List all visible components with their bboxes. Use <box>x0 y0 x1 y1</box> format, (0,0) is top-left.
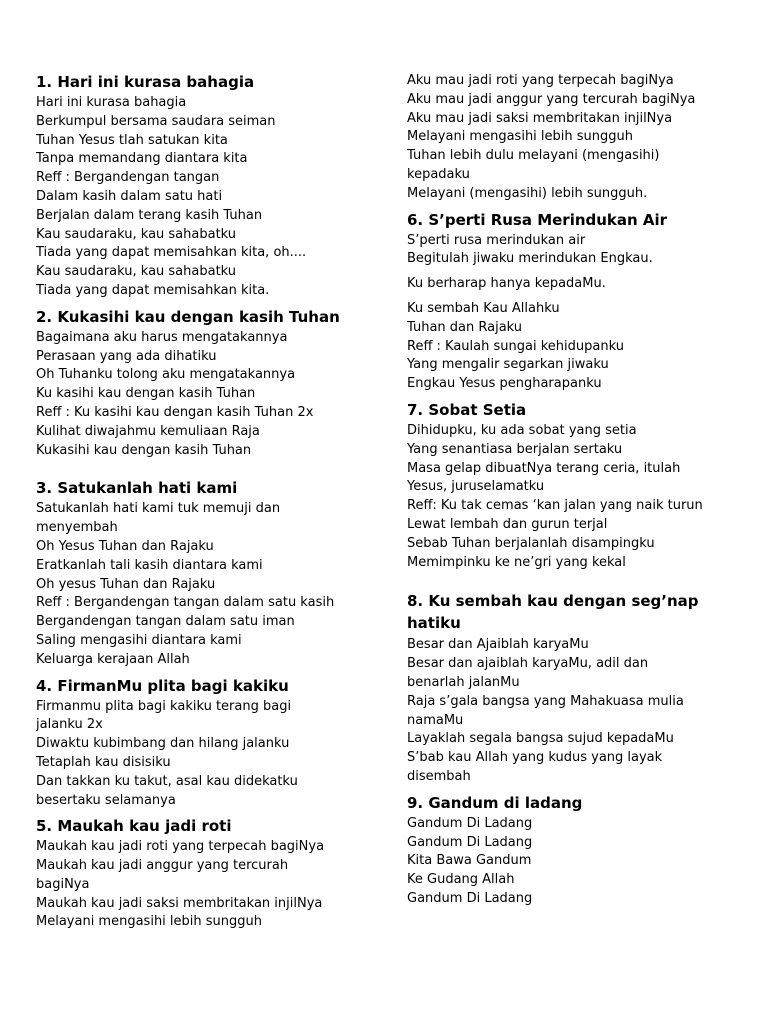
lyric-line: Tanpa memandang diantara kita <box>36 151 248 167</box>
lyric-line: Reff : Bergandengan tangan dalam satu kasih <box>36 595 335 611</box>
lyric-line: kepadaku <box>407 166 470 182</box>
song-title: 4. FirmanMu plita bagi kakiku <box>36 676 289 695</box>
lyric-line: S’bab kau Allah yang kudus yang layak <box>407 750 663 766</box>
lyric-line: Oh yesus Tuhan dan Rajaku <box>36 576 216 592</box>
lyric-line: Hari ini kurasa bahagia <box>36 95 187 110</box>
song-8 <box>407 590 747 786</box>
lyric-line: Raja s’gala bangsa yang Mahakuasa mulia <box>407 693 684 709</box>
lyric-line: Melayani mengasihi lebih sungguh <box>407 129 634 145</box>
lyric-line: Tuhan lebih dulu melayani (mengasihi) <box>407 148 660 164</box>
lyric-line: bagiNya <box>36 876 90 892</box>
right-column <box>407 72 747 909</box>
song-title: 7. Sobat Setia <box>407 400 527 419</box>
lyric-line: benarlah jalanMu <box>407 674 520 690</box>
lyric-line: Yang senantiasa berjalan sertaku <box>407 441 623 457</box>
song-1 <box>36 72 376 301</box>
song-lines <box>407 275 747 294</box>
song-lines <box>407 422 747 572</box>
lyric-line: Reff : Kaulah sungai kehidupanku <box>407 338 624 354</box>
lyric-line: Satukanlah hati kami tuk memuji dan <box>36 501 281 517</box>
lyric-line: Perasaan yang ada dihatiku <box>36 348 217 364</box>
lyric-line: Maukah kau jadi saksi membritakan injilNya <box>36 895 323 911</box>
lyric-line: Kau saudaraku, kau sahabatku <box>36 226 237 242</box>
song-lines <box>407 232 747 270</box>
lyric-line: Yang mengalir segarkan jiwaku <box>407 357 609 373</box>
spacer <box>36 460 376 478</box>
lyric-line: Gandum Di Ladang <box>407 890 533 906</box>
lyric-line: Melayani (mengasihi) lebih sungguh. <box>407 185 648 201</box>
song-lines <box>36 500 376 669</box>
lyric-line: Tetaplah kau disisiku <box>36 754 171 770</box>
song-5 <box>36 816 376 932</box>
lyric-line: Kau saudaraku, kau sahabatku <box>36 264 237 280</box>
lyric-line: Maukah kau jadi anggur yang tercurah <box>36 858 289 874</box>
song-lines <box>36 838 376 932</box>
song-4 <box>36 676 376 811</box>
song-title: 8. Ku sembah kau dengan seg’nap hatiku <box>407 592 699 633</box>
lyric-line: Engkau Yesus pengharapanku <box>407 376 602 392</box>
song-3 <box>36 478 376 669</box>
lyric-line: Bagaimana aku harus mengatakannya <box>36 329 288 345</box>
song-title: 2. Kukasihi kau dengan kasih Tuhan <box>36 307 340 326</box>
lyric-line: Tuhan Yesus tlah satukan kita <box>36 132 228 148</box>
lyric-line: Besar dan ajaiblah karyaMu, adil dan <box>407 656 649 672</box>
song-title: 1. Hari ini kurasa bahagia <box>36 73 255 91</box>
lyric-line: Sebab Tuhan berjalanlah disampingku <box>407 535 655 551</box>
lyric-line: Reff : Ku kasihi kau dengan kasih Tuhan 2x <box>36 404 314 420</box>
lyric-line: Lewat lembah dan gurun terjal <box>407 516 608 532</box>
lyric-line: Ku sembah Kau Allahku <box>407 300 560 316</box>
lyric-line: Eratkanlah tali kasih diantara kami <box>36 557 263 573</box>
lyric-line: Bergandengan tangan dalam satu iman <box>36 614 295 630</box>
song-title: 9. Gandum di ladang <box>407 793 583 812</box>
lyric-line: Ku berharap hanya kepadaMu. <box>407 276 606 292</box>
lyric-line: S’perti rusa merindukan air <box>407 232 586 248</box>
lyric-line: menyembah <box>36 520 118 536</box>
spacer <box>407 572 747 590</box>
lyric-line: Aku mau jadi saksi membritakan injilNya <box>407 110 673 126</box>
lyric-line: Kita Bawa Gandum <box>407 853 532 869</box>
lyric-line: Kulihat diwajahmu kemuliaan Raja <box>36 423 260 439</box>
song-5-continuation <box>407 72 747 204</box>
lyric-line: Memimpinku ke ne’gri yang kekal <box>407 554 626 570</box>
lyric-line: Firmanmu plita bagi kakiku terang bagi <box>36 698 292 714</box>
lyric-line: Tiada yang dapat memisahkan kita, oh.... <box>36 245 307 261</box>
lyric-line: Gandum Di Ladang <box>407 834 533 850</box>
lyric-line: Keluarga kerajaan Allah <box>36 651 190 667</box>
song-lines <box>36 698 376 811</box>
lyric-line: Saling mengasihi diantara kami <box>36 632 242 648</box>
song-title: 5. Maukah kau jadi roti <box>36 817 232 836</box>
song-9 <box>407 793 747 909</box>
song-title: 3. Satukanlah hati kami <box>36 479 238 498</box>
lyric-line: Aku mau jadi roti yang terpecah bagiNya <box>407 73 674 88</box>
lyric-line: Gandum Di Ladang <box>407 815 533 831</box>
lyric-line: Diwaktu kubimbang dan hilang jalanku <box>36 736 290 752</box>
lyric-line: disembah <box>407 768 471 784</box>
song-lines <box>407 815 747 909</box>
lyric-line: Berkumpul bersama saudara seiman <box>36 113 276 129</box>
lyric-line: Ku kasihi kau dengan kasih Tuhan <box>36 386 256 402</box>
song-lines <box>407 636 747 786</box>
song-lines <box>36 94 376 301</box>
lyric-line: Kukasihi kau dengan kasih Tuhan <box>36 442 252 458</box>
lyric-line: jalanku 2x <box>36 717 103 733</box>
lyric-line: Maukah kau jadi roti yang terpecah bagiNya <box>36 839 325 855</box>
lyric-line: Begitulah jiwaku merindukan Engkau. <box>407 251 653 267</box>
left-column <box>36 72 376 932</box>
lyric-line: Dan takkan ku takut, asal kau didekatku <box>36 773 298 789</box>
lyric-line: Berjalan dalam terang kasih Tuhan <box>36 207 263 223</box>
lyric-line: Melayani mengasihi lebih sungguh <box>36 914 263 930</box>
lyric-line: Oh Yesus Tuhan dan Rajaku <box>36 538 214 554</box>
lyric-line: Besar dan Ajaiblah karyaMu <box>407 637 589 653</box>
lyric-line: Tuhan dan Rajaku <box>407 319 523 335</box>
lyric-line: Layaklah segala bangsa sujud kepadaMu <box>407 731 674 747</box>
lyric-line: Dalam kasih dalam satu hati <box>36 188 223 204</box>
lyric-line: Tiada yang dapat memisahkan kita. <box>36 282 270 298</box>
song-2 <box>36 307 376 461</box>
lyric-line: Yesus, juruselamatku <box>407 479 545 495</box>
lyric-line: besertaku selamanya <box>36 792 176 808</box>
lyric-line: Masa gelap dibuatNya terang ceria, itulah <box>407 460 681 476</box>
lyric-line: Aku mau jadi anggur yang tercurah bagiNya <box>407 91 696 107</box>
lyric-line: Oh Tuhanku tolong aku mengatakannya <box>36 367 296 383</box>
lyric-line: namaMu <box>407 712 464 728</box>
song-6 <box>407 210 747 394</box>
lyric-line: Reff: Ku tak cemas ‘kan jalan yang naik turun <box>407 498 703 514</box>
song-7 <box>407 400 747 572</box>
lyric-line: Reff : Bergandengan tangan <box>36 170 220 186</box>
lyric-line: Ke Gudang Allah <box>407 872 515 888</box>
song-title: 6. S’perti Rusa Merindukan Air <box>407 210 668 229</box>
lyric-line: Dihidupku, ku ada sobat yang setia <box>407 422 637 438</box>
song-lines <box>407 300 747 394</box>
song-lines <box>36 329 376 461</box>
